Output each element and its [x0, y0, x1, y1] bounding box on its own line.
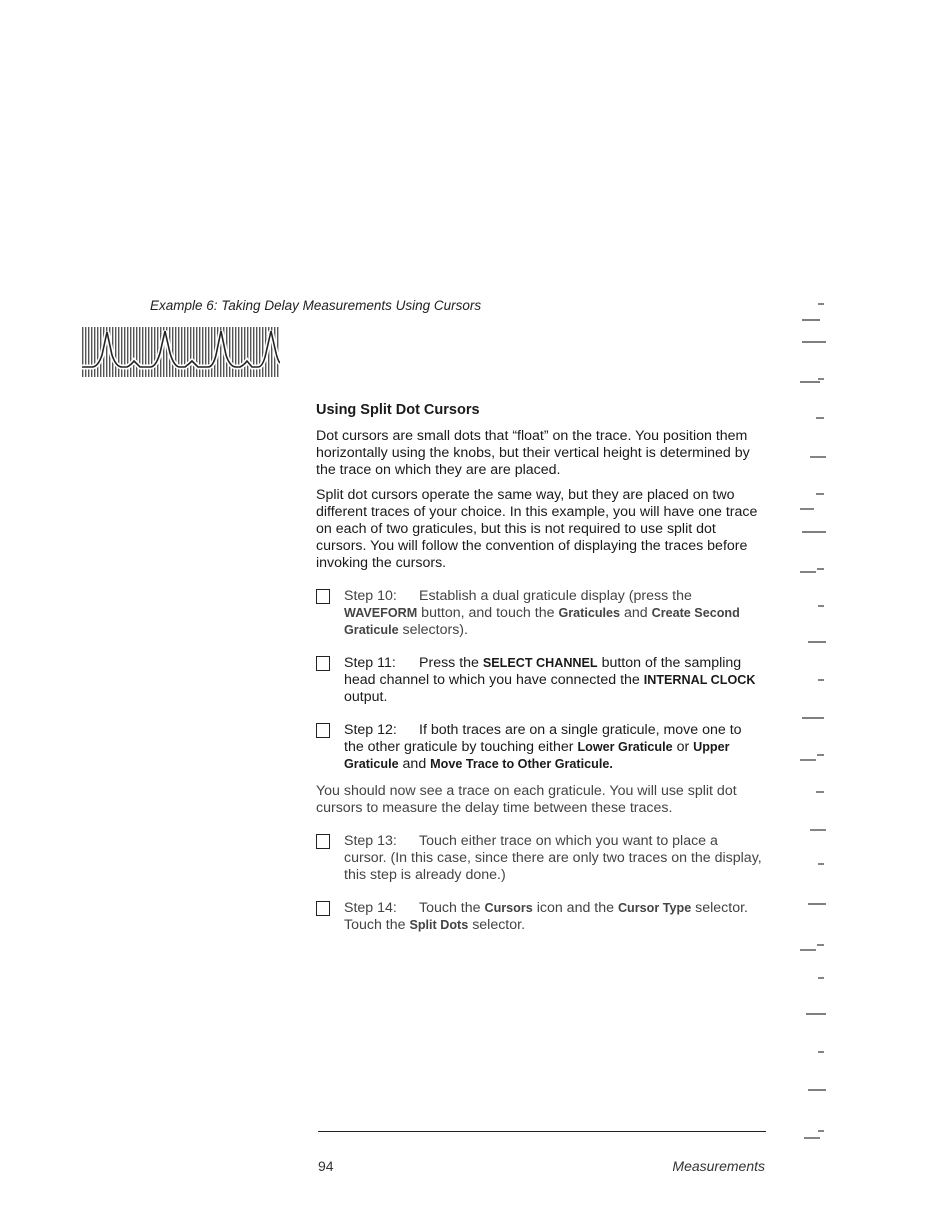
step-text: selector.	[468, 917, 526, 933]
step-text: selector. Touch the	[344, 900, 748, 933]
step-label: Step 14:	[344, 900, 397, 916]
step-text: button, and touch the	[417, 605, 559, 621]
ui-term: Split Dots	[409, 918, 469, 932]
intro-paragraph: Dot cursors are small dots that “float” on the trace. You position them horizontally using the knobs, but their vertical height is determined by the trace on which they are are placed.	[316, 428, 750, 478]
footer-rule	[318, 1131, 766, 1132]
running-header: Example 6: Taking Delay Measurements Using Cursors	[150, 298, 482, 313]
ui-term: Cursors	[484, 901, 533, 915]
step-text: Touch the	[419, 900, 485, 916]
procedure-step	[316, 722, 762, 773]
step-text: Press the	[419, 655, 483, 671]
waveform-banner-icon	[82, 327, 280, 377]
ui-term: Lower Graticule	[577, 740, 673, 754]
step-text: icon and the	[532, 900, 618, 916]
ui-term: SELECT CHANNEL	[482, 656, 598, 670]
step-text: button of the sampling head channel to which you have connected the	[344, 655, 742, 688]
step-checkbox[interactable]	[316, 901, 330, 916]
ui-term: Create Second Graticule	[344, 606, 740, 637]
step-label: Step 10:	[344, 588, 397, 604]
step-label: Step 11:	[344, 655, 396, 671]
section-heading: Using Split Dot Cursors	[316, 402, 480, 418]
step-text: output.	[344, 689, 388, 705]
ui-term: Graticules	[558, 606, 621, 620]
step-checkbox[interactable]	[316, 656, 330, 671]
step-checkbox[interactable]	[316, 723, 330, 738]
procedure-step	[316, 588, 762, 639]
middle-paragraph: You should now see a trace on each graticule. You will use split dot cursors to measure the delay time between these traces.	[316, 783, 737, 816]
step-text: Touch either trace on which you want to place a cursor. (In this case, since there are only two traces on the display, this step is already done.)	[344, 833, 762, 883]
ui-term: Move Trace to Other Graticule.	[430, 757, 613, 771]
page-number: 94	[318, 1158, 334, 1174]
margin-tick-marks	[790, 290, 850, 1190]
ui-term: WAVEFORM	[344, 606, 418, 620]
step-text: and	[620, 605, 652, 621]
ui-term: INTERNAL CLOCK	[643, 673, 756, 687]
step-text: or	[672, 739, 694, 755]
ui-term: Cursor Type	[617, 901, 692, 915]
step-checkbox[interactable]	[316, 589, 330, 604]
step-text: Establish a dual graticule display (press the	[419, 588, 692, 604]
main-content	[316, 402, 762, 934]
procedure-step	[316, 655, 762, 706]
step-checkbox[interactable]	[316, 834, 330, 849]
procedure-step	[316, 900, 762, 934]
step-text: If both traces are on a single graticule, move one to the other graticule by touching either	[344, 722, 742, 755]
intro-paragraph: Split dot cursors operate the same way, but they are placed on two different traces of your choice. In this example, you will have one trace on each of two graticules, but this is not required to use split dot cursors. You will follow the convention of displaying the traces before invoking the cursors.	[316, 487, 758, 571]
ui-term: Upper Graticule	[344, 740, 730, 771]
step-label: Step 12:	[344, 722, 397, 738]
step-text: and	[398, 756, 431, 772]
step-label: Step 13:	[344, 833, 397, 849]
procedure-step	[316, 833, 762, 884]
step-text: selectors).	[398, 622, 468, 638]
footer-section-name: Measurements	[672, 1158, 765, 1174]
